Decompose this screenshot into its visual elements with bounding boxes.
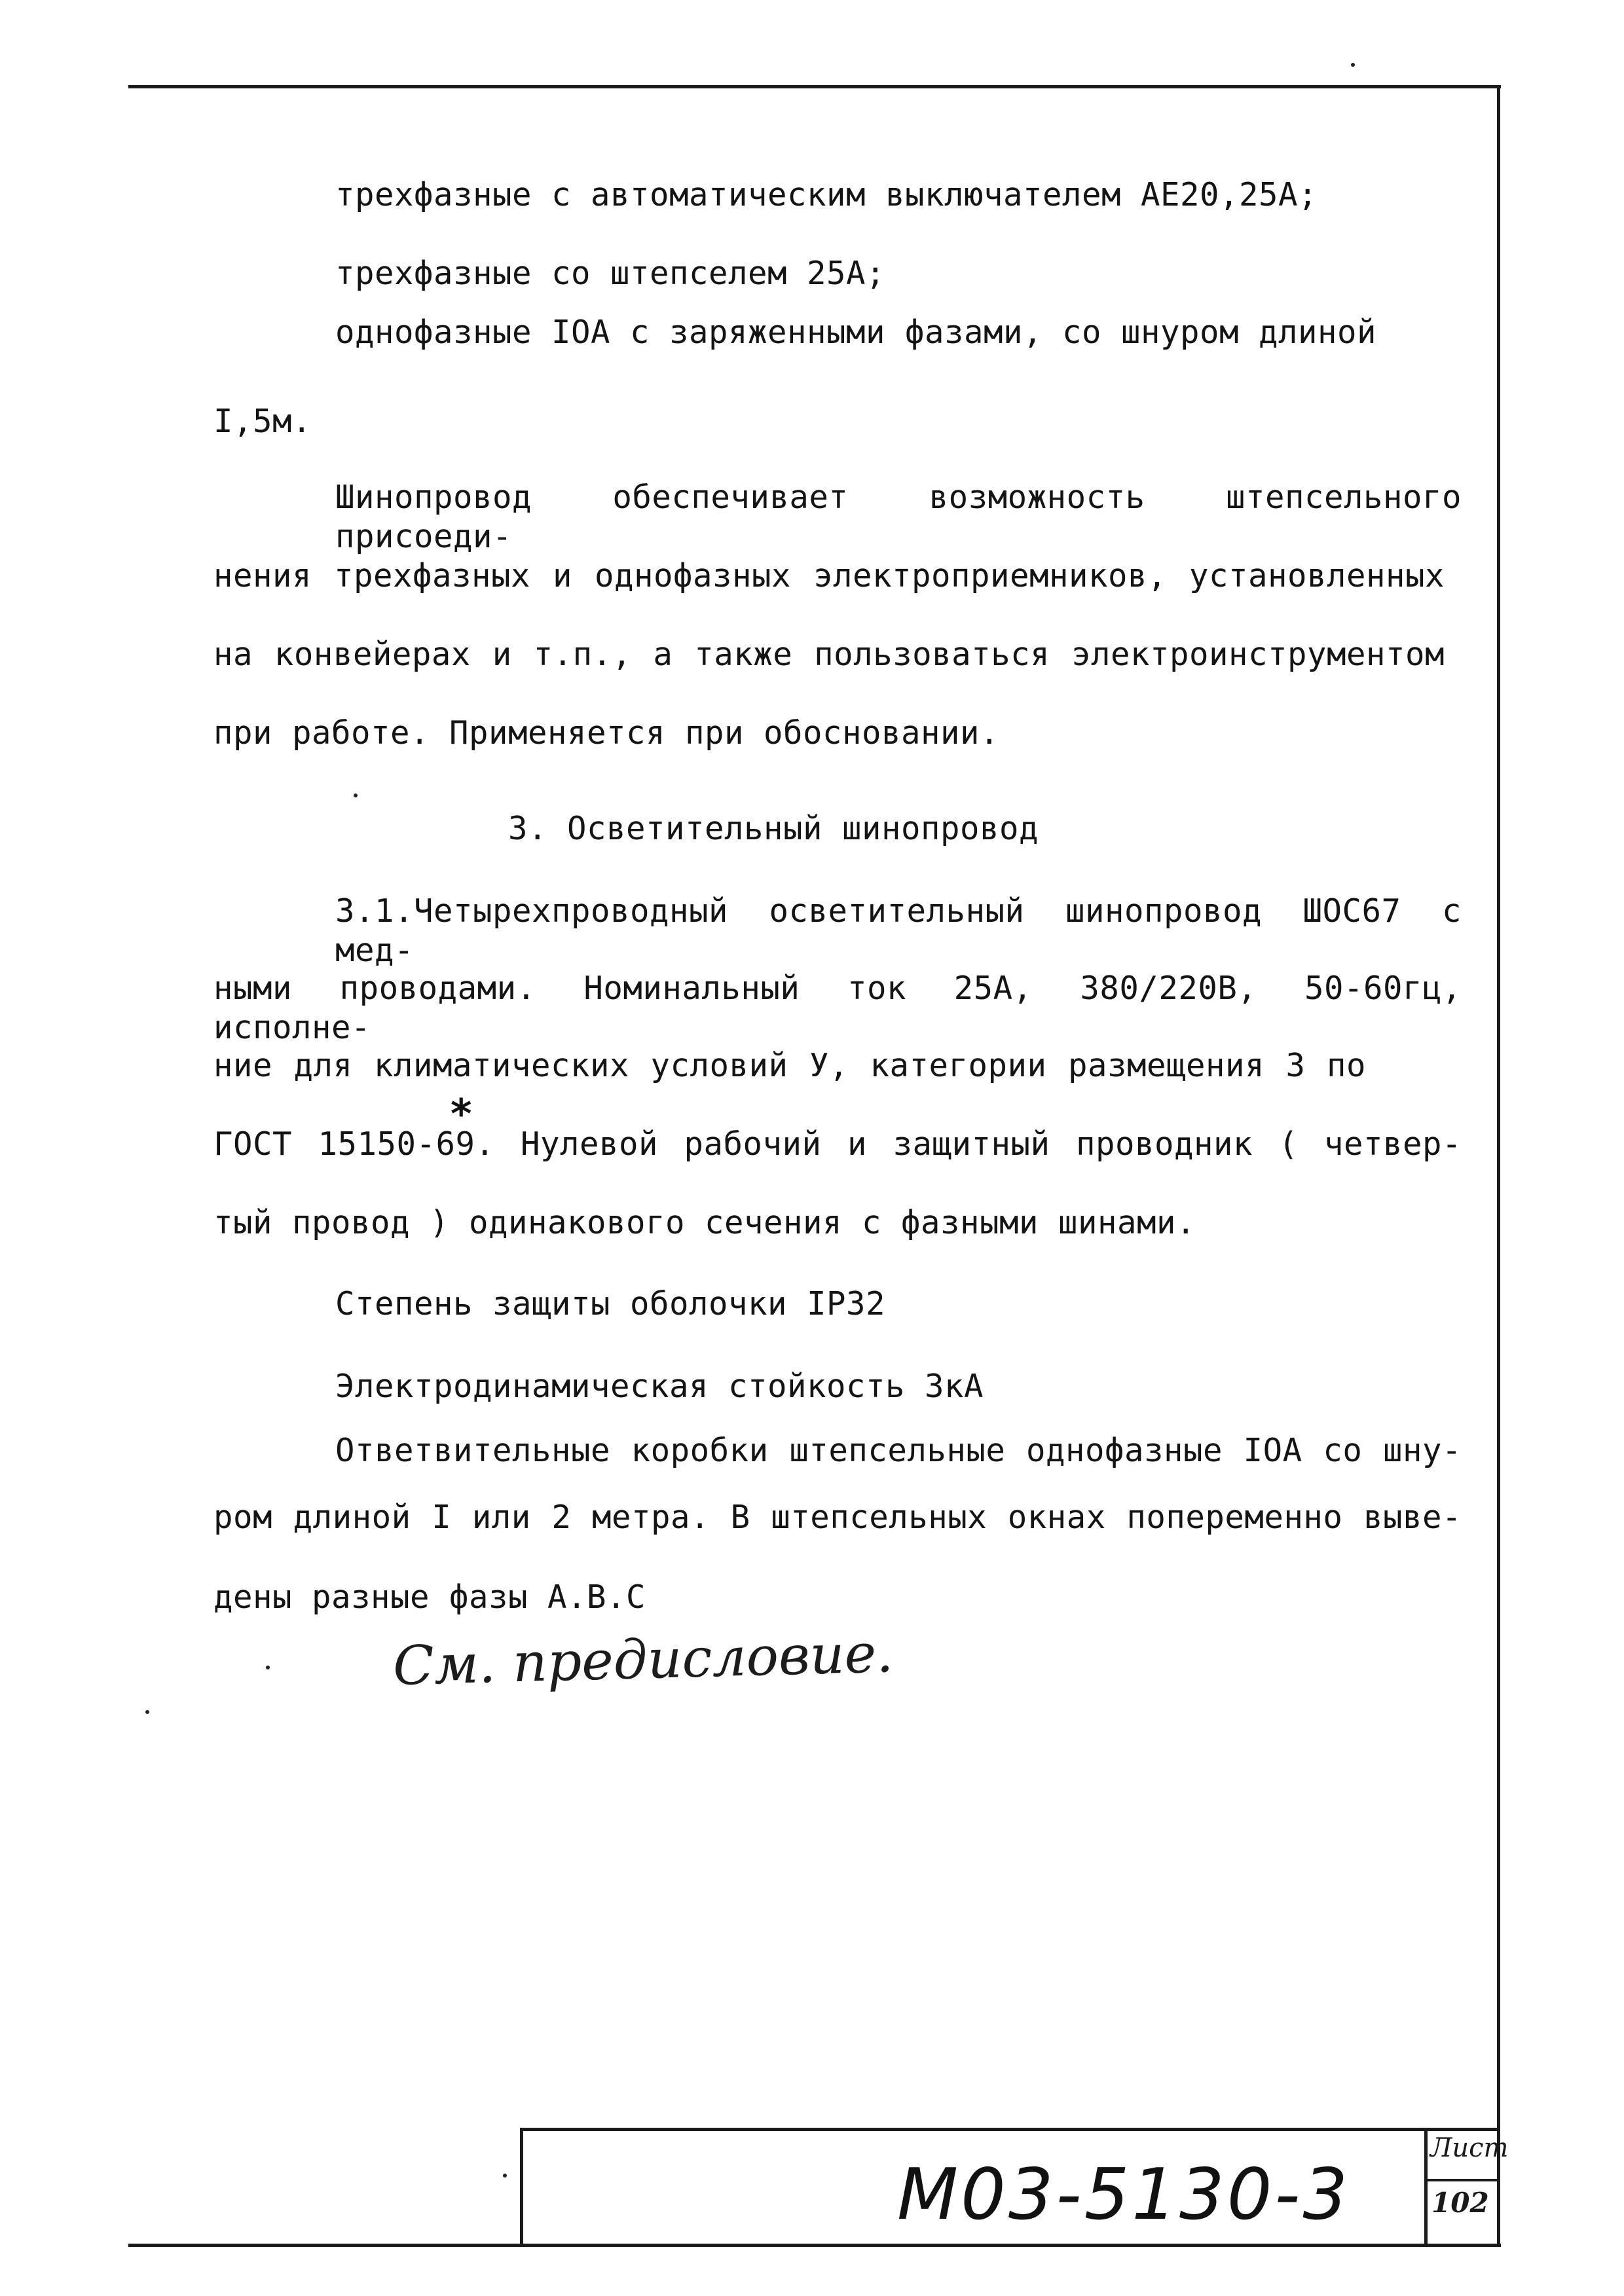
handwritten-note: См. предисловие. — [392, 1622, 895, 1698]
sheet-label: Лист — [1430, 2133, 1509, 2163]
sheet-number: 102 — [1431, 2187, 1489, 2219]
text-line: 3.1.Четырехпроводный осветительный шинопровод ШОС67 с мед- — [335, 892, 1462, 969]
scan-speck — [266, 1666, 270, 1669]
text-line: ГОСТ 15150-69. Нулевой рабочий и защитный проводник ( четвер- — [213, 1125, 1462, 1163]
section-heading: 3. Осветительный шинопровод — [508, 810, 1039, 847]
text-line: Шинопровод обеспечивает возможность штепсельного присоеди- — [335, 479, 1462, 555]
text-line: трехфазные со штепселем 25А; — [335, 255, 886, 292]
dynamic-stability-text: Электродинамическая стойкость 3кА — [335, 1368, 984, 1405]
sheet-cell-divider — [1424, 2179, 1497, 2181]
frame-top-border — [128, 85, 1501, 88]
text-line: дены разные фазы А.В.С — [213, 1578, 646, 1616]
footnote-asterisk: * — [451, 1090, 472, 1138]
text-line: ными проводами. Номинальный ток 25А, 380/220В, 50-60гц, исполне- — [213, 970, 1462, 1046]
document-code: М03-5130-3 — [897, 2154, 1351, 2236]
text-line: на конвейерах и т.п., а также пользоваться электроинструментом — [213, 636, 1445, 673]
protection-degree-text: Степень защиты оболочки IP32 — [335, 1285, 886, 1322]
text-line: ние для климатических условий У, категории размещения 3 по — [213, 1047, 1366, 1084]
text-line: тый провод ) одинакового сечения с фазными шинами. — [213, 1204, 1196, 1241]
text-line: I,5м. — [213, 403, 312, 440]
text-line: Ответвительные коробки штепсельные однофазные IOA со шну- — [335, 1432, 1462, 1469]
scan-speck — [1351, 63, 1355, 67]
frame-bottom-border — [128, 2244, 1501, 2247]
text-line: ром длиной I или 2 метра. В штепсельных окнах попеременно выве- — [213, 1499, 1462, 1536]
scan-speck — [354, 793, 358, 797]
text-line: однофазные IOA с заряженными фазами, со шнуром длиной — [335, 314, 1377, 351]
scan-speck — [145, 1710, 149, 1714]
text-line: трехфазные с автоматическим выключателем АЕ20,25А; — [335, 176, 1318, 213]
text-line: нения трехфазных и однофазных электроприемников, установленных — [213, 557, 1445, 594]
frame-right-border — [1497, 85, 1500, 2246]
text-line: при работе. Применяется при обосновании. — [213, 714, 1000, 752]
scan-speck — [503, 2174, 507, 2178]
